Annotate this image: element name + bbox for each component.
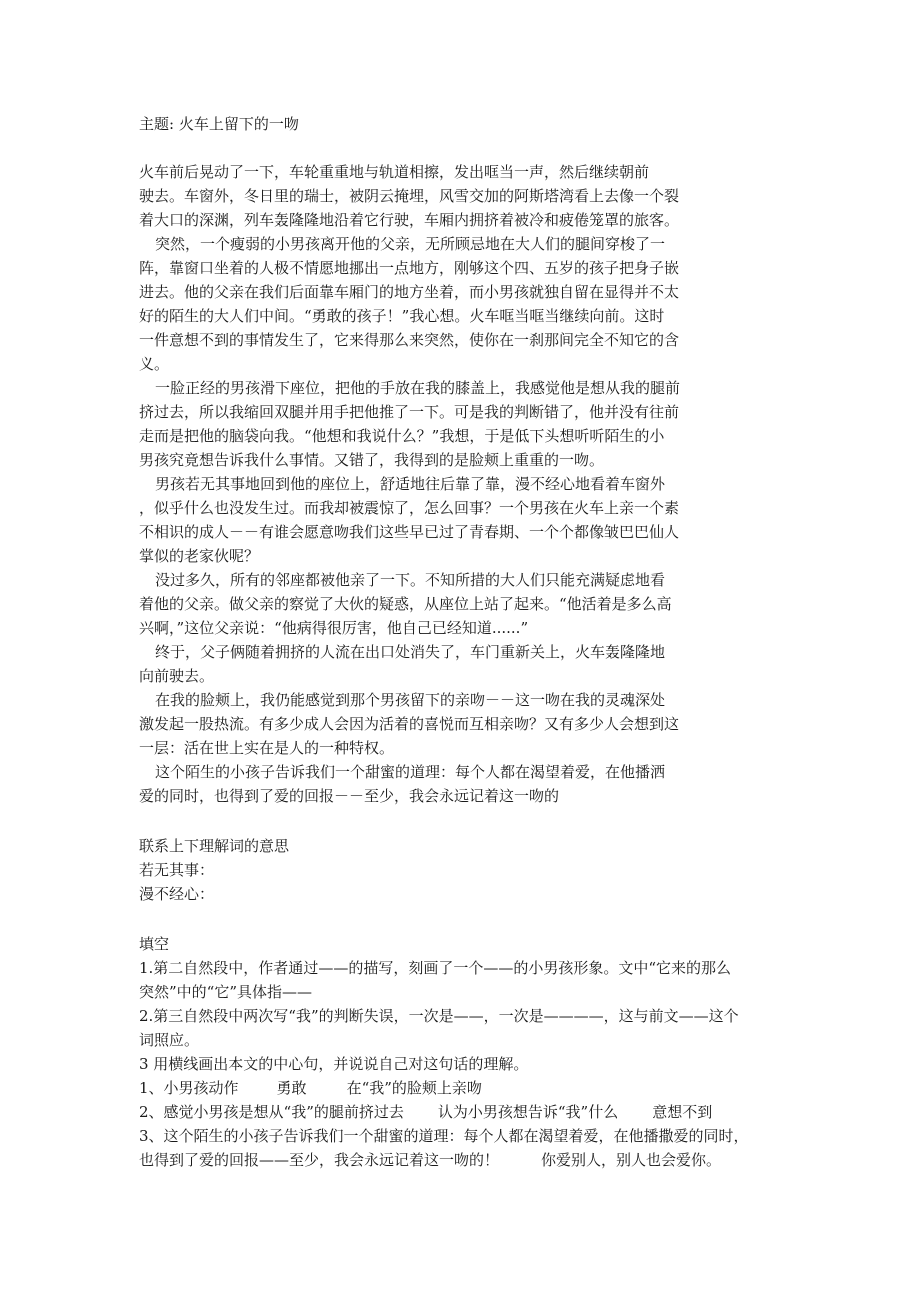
story-line: 好的陌生的大人们中间。“勇敢的孩子！”我心想。火车哐当哐当继续向前。这时	[139, 307, 665, 325]
story-line: 激发起一股热流。有多少成人会因为活着的喜悦而互相亲吻？又有多少人会想到这	[139, 715, 680, 733]
vocab-item: 若无其事：	[139, 861, 215, 879]
answer-cell: 在“我”的脸颊上亲吻	[346, 1079, 482, 1097]
story-line: 一件意想不到的事情发生了，它来得那么来突然，使你在一刹那间完全不知它的含	[139, 331, 680, 349]
story-line: 进去。他的父亲在我们后面靠车厢门的地方坐着，而小男孩就独自留在显得并不太	[139, 283, 680, 301]
answer-row	[139, 1100, 799, 1124]
answer-cell: 勇敢	[276, 1079, 307, 1097]
vocab-heading: 联系上下理解词的意思	[139, 837, 290, 855]
answer-row: 3、这个陌生的小孩子告诉我们一个甜蜜的道理：每个人都在渴望着爱，在他播撒爱的同时，	[139, 1127, 749, 1145]
fill-line: 1.第二自然段中，作者通过——的描写，刻画了一个——的小男孩形象。文中“它来的那么	[139, 959, 731, 977]
story-line: 突然，一个瘦弱的小男孩离开他的父亲，无所顾忌地在大人们的腿间穿梭了一	[155, 235, 666, 253]
fill-line: 3 用横线画出本文的中心句，并说说自己对这句话的理解。	[139, 1055, 529, 1073]
page-title: 主题: 火车上留下的一吻	[139, 115, 299, 133]
answer-cell: 意想不到	[652, 1103, 713, 1121]
story-line: 在我的脸颊上，我仍能感觉到那个男孩留下的亲吻－－这一吻在我的灵魂深处	[155, 691, 666, 709]
answer-cell: 1、小男孩动作	[139, 1079, 239, 1097]
answer-cell: 也得到了爱的回报——至少，我会永远记着这一吻的！	[139, 1151, 500, 1169]
story-line: 男孩若无其事地回到他的座位上，舒适地往后靠了靠，漫不经心地看着车窗外	[155, 475, 666, 493]
story-line: 向前驶去。	[139, 667, 215, 685]
story-line: 爱的同时，也得到了爱的回报－－至少，我会永远记着这一吻的	[139, 787, 560, 805]
story-line: 终于，父子俩随着拥挤的人流在出口处消失了，车门重新关上，火车轰隆隆地	[155, 643, 666, 661]
story-line: 驶去。车窗外，冬日里的瑞士，被阴云掩埋，风雪交加的阿斯塔湾看上去像一个裂	[139, 187, 680, 205]
answer-row	[139, 1076, 799, 1100]
story-line: 着他的父亲。做父亲的察觉了大伙的疑惑，从座位上站了起来。“他活着是多么高	[139, 595, 672, 613]
story-line: 不相识的成人－－有谁会愿意吻我们这些早已过了青春期、一个个都像皱巴巴仙人	[139, 523, 680, 541]
fill-line: 2.第三自然段中两次写“我”的判断失误，一次是——，一次是————，这与前文——这个	[139, 1007, 739, 1025]
answer-cell: 你爱别人，别人也会爱你。	[541, 1151, 722, 1169]
story-line: 没过多久，所有的邻座都被他亲了一下。不知所措的大人们只能充满疑虑地看	[155, 571, 666, 589]
story-line: 男孩究竟想告诉我什么事情。又错了，我得到的是脸颊上重重的一吻。	[139, 451, 605, 469]
answer-cell: 认为小男孩想告诉“我”什么	[437, 1103, 619, 1121]
fill-line: 词照应。	[139, 1031, 200, 1049]
story-line: 阵，靠窗口坐着的人极不情愿地挪出一点地方，刚够这个四、五岁的孩子把身子嵌	[139, 259, 680, 277]
story-line: 义。	[139, 355, 170, 373]
story-line: 这个陌生的小孩子告诉我们一个甜蜜的道理：每个人都在渴望着爱，在他播洒	[155, 763, 666, 781]
answer-cell: 2、感觉小男孩是想从“我”的腿前挤过去	[139, 1103, 404, 1121]
story-line: ，似乎什么也没发生过。而我却被震惊了，怎么回事？一个男孩在火车上亲一个素	[139, 499, 680, 517]
fill-line: 突然”中的“它”具体指——	[139, 983, 313, 1001]
story-line: 着大口的深渊，列车轰隆隆地沿着它行驶，车厢内拥挤着被冷和疲倦笼罩的旅客。	[139, 211, 680, 229]
fill-heading: 填空	[139, 935, 170, 953]
answer-row	[139, 1148, 799, 1172]
story-line: 一脸正经的男孩滑下座位，把他的手放在我的膝盖上，我感觉他是想从我的腿前	[155, 379, 681, 397]
story-line: 火车前后晃动了一下，车轮重重地与轨道相擦，发出哐当一声，然后继续朝前	[139, 163, 650, 181]
story-line: 兴啊，”这位父亲说：“他病得很厉害，他自己已经知道......”	[139, 619, 529, 637]
story-line: 走而是把他的脑袋向我。“他想和我说什么？”我想，于是低下头想听听陌生的小	[139, 427, 665, 445]
vocab-item: 漫不经心：	[139, 885, 215, 903]
story-line: 挤过去，所以我缩回双腿并用手把他推了一下。可是我的判断错了，他并没有往前	[139, 403, 680, 421]
story-line: 掌似的老家伙呢？	[139, 547, 260, 565]
story-line: 一层：活在世上实在是人的一种特权。	[139, 739, 395, 757]
